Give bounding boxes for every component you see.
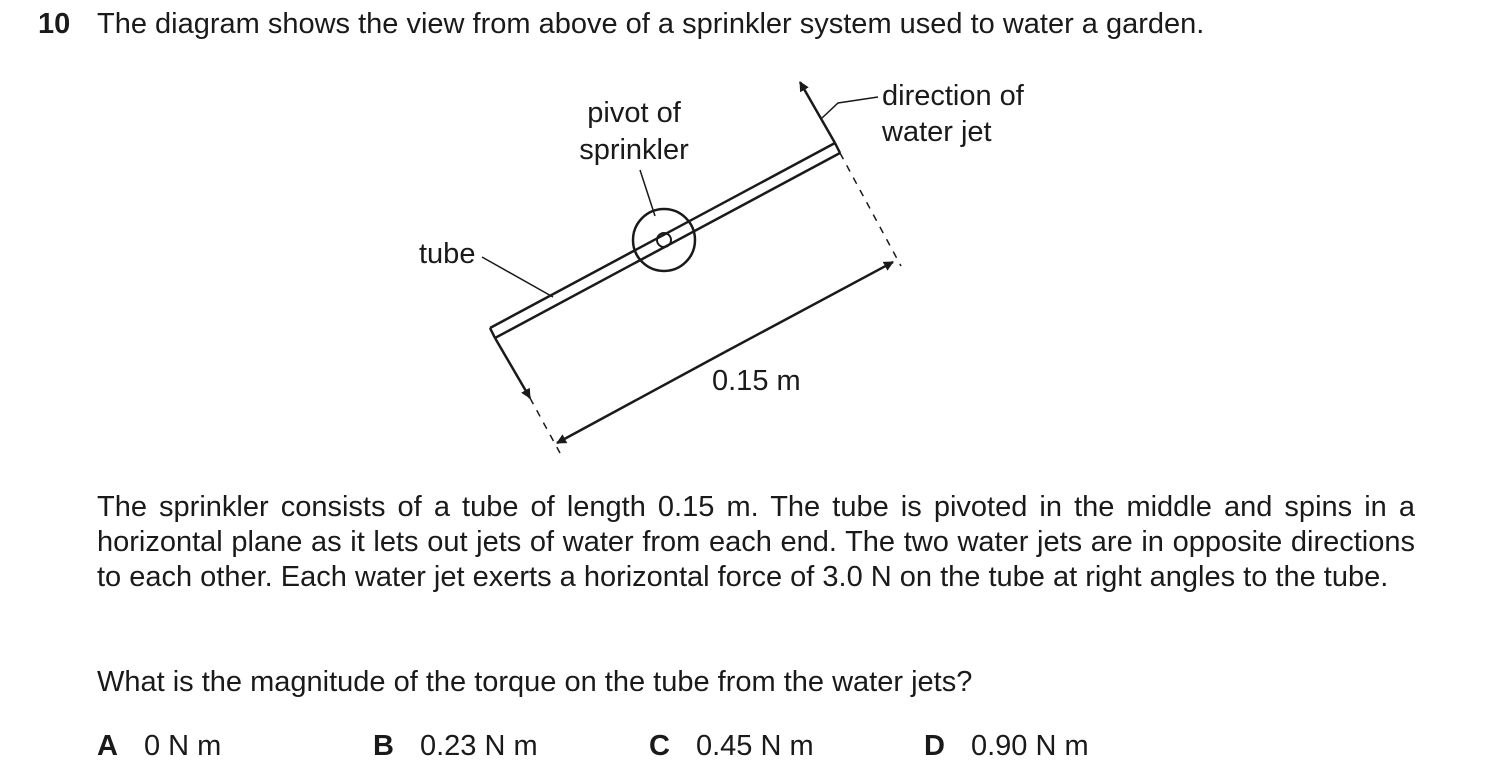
sprinkler-tube: [490, 143, 840, 338]
tube-label: tube: [419, 238, 476, 270]
dashed-extension-left: [530, 398, 560, 453]
option-letter: A: [97, 730, 118, 762]
answer-options: [0, 730, 1500, 770]
pivot-leader-line: [640, 170, 655, 216]
option-a[interactable]: [97, 730, 221, 763]
pivot-label-line2: sprinkler: [579, 134, 689, 166]
option-letter: B: [373, 730, 394, 762]
direction-label-line2: water jet: [882, 116, 992, 148]
option-d[interactable]: [924, 730, 1089, 763]
length-dimension-arrow: [725, 262, 893, 352]
option-letter: C: [649, 730, 670, 762]
option-c[interactable]: [649, 730, 814, 763]
pivot-label-line1: pivot of: [587, 97, 681, 129]
option-letter: D: [924, 730, 945, 762]
question-stem: The diagram shows the view from above of a sprinkler system used to water a garden.: [97, 8, 1205, 40]
direction-leader-line: [822, 97, 878, 118]
option-value: 0.45 N m: [695, 730, 814, 762]
option-value: 0.90 N m: [970, 730, 1089, 762]
dashed-extension-right: [840, 153, 901, 266]
water-jet-arrow-bottom: [495, 338, 530, 398]
question-description: The sprinkler consists of a tube of length 0.15 m. The tube is pivoted in the middle and spins in a horizontal plane as it lets out jets of water from each end. The two water jets are in opposite directions to each other. Each water jet exerts a horizontal force of 3.0 N on the tube at right angles to the tube.: [97, 491, 1415, 593]
option-value: 0.23 N m: [419, 730, 538, 762]
tube-leader-line: [482, 257, 553, 297]
direction-label-line1: direction of: [882, 80, 1024, 112]
water-jet-arrow-top: [800, 82, 835, 143]
question-prompt: What is the magnitude of the torque on the tube from the water jets?: [97, 666, 973, 698]
question-number: 10: [38, 8, 71, 40]
pivot-disc: [633, 209, 695, 271]
length-dimension-arrow: [557, 352, 725, 443]
length-label: 0.15 m: [712, 365, 801, 397]
option-value: 0 N m: [143, 730, 222, 762]
option-b[interactable]: [373, 730, 538, 763]
